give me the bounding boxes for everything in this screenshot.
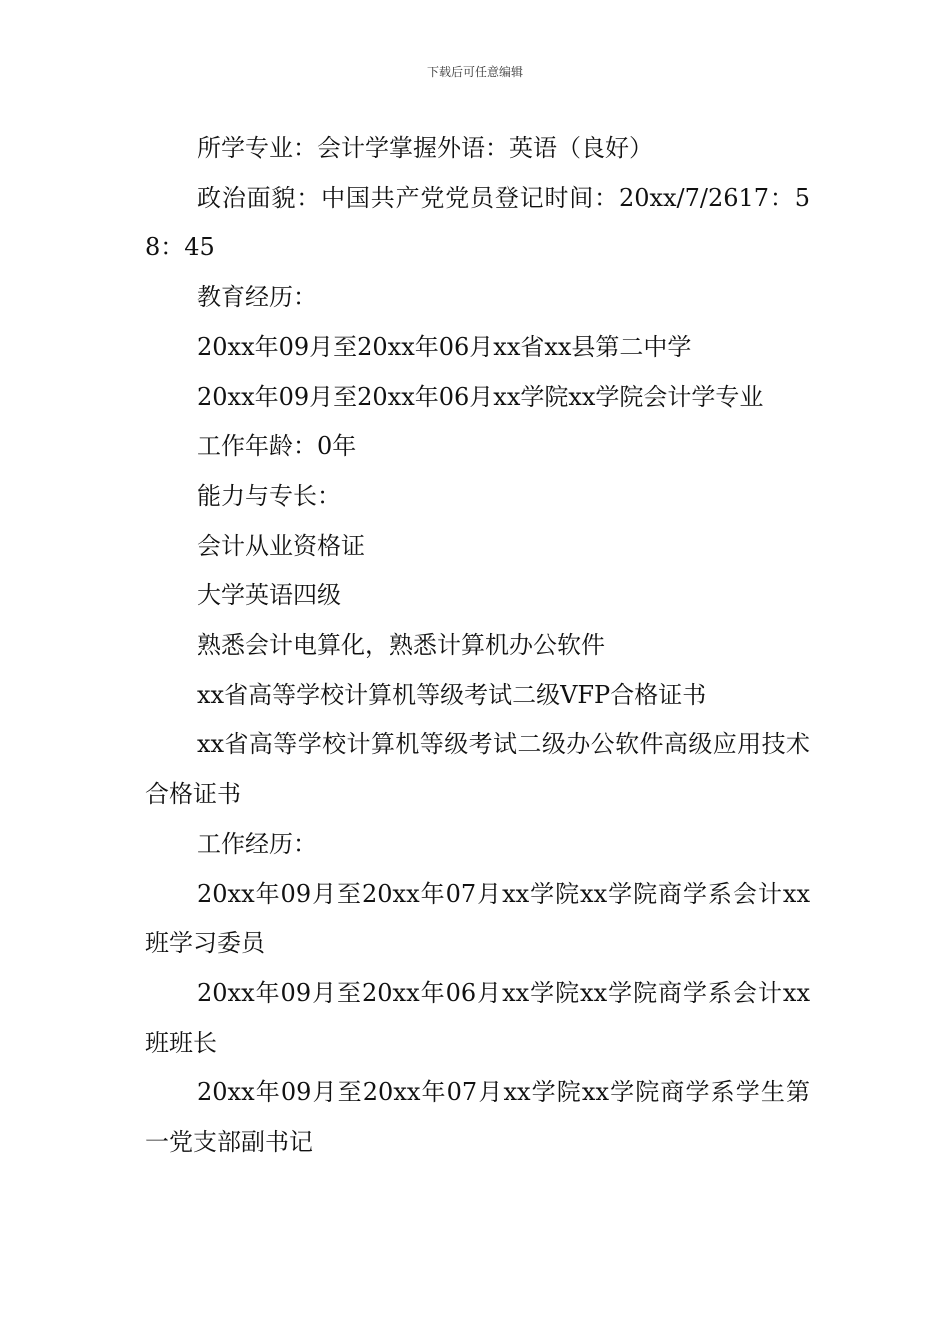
skill-item: xx省高等学校计算机等级考试二级VFP合格证书 [197, 680, 707, 709]
heading-education: 教育经历： [197, 283, 317, 312]
work-experience-item: 20xx年09月至20xx年07月xx学院xx学院商学系学生第一党支部副书记 [145, 1078, 810, 1157]
skill-item: xx省高等学校计算机等级考试二级办公软件高级应用技术合格证书 [145, 730, 810, 809]
heading-work-experience: 工作经历： [197, 829, 317, 858]
education-item: 20xx年09月至20xx年06月xx学院xx学院会计学专业 [197, 382, 764, 411]
heading-skills: 能力与专长： [197, 481, 341, 510]
work-experience-item: 20xx年09月至20xx年06月xx学院xx学院商学系会计xx班班长 [145, 978, 810, 1057]
document-body [145, 124, 810, 1168]
work-experience-item: 20xx年09月至20xx年07月xx学院xx学院商学系会计xx班学习委员 [145, 879, 810, 958]
skill-item: 大学英语四级 [197, 581, 341, 610]
page-header-note: 下载后可任意编辑 [426, 65, 523, 79]
paragraph-major-language: 所学专业：会计学掌握外语：英语（良好） [197, 134, 653, 162]
skill-item: 熟悉会计电算化，熟悉计算机办公软件 [197, 631, 605, 660]
education-item: 20xx年09月至20xx年06月xx省xx县第二中学 [197, 332, 692, 361]
skill-item: 会计从业资格证 [197, 531, 365, 560]
paragraph-work-years: 工作年龄：0年 [197, 432, 357, 461]
paragraph-political-status: 政治面貌：中国共产党党员登记时间：20xx/7/2617：58：45 [145, 183, 810, 262]
